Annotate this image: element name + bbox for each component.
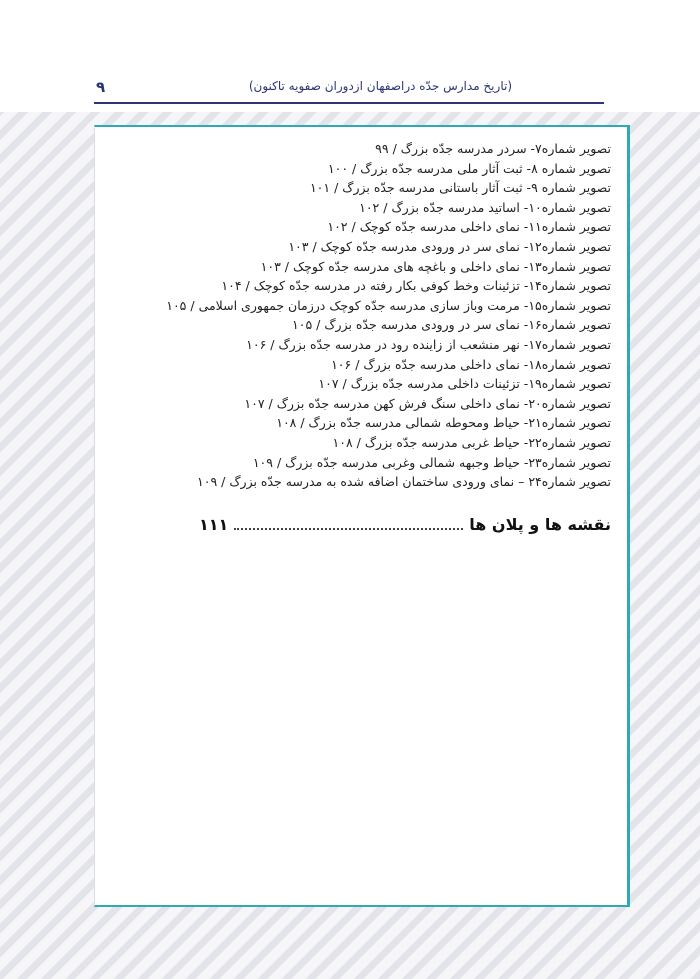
section-page-number: ۱۱۱: [199, 515, 229, 534]
list-item: تصویر شماره ۹- ثبت آثار باستانی مدرسه جدّه بزرگ / ۱۰۱: [309, 180, 611, 196]
list-item: تصویر شماره۱۹- تزئینات داخلی مدرسه جدّه بزرگ / ۱۰۷: [318, 376, 611, 392]
list-item: تصویر شماره۲۴ – نمای ورودی ساختمان اضافه شده به مدرسه جدّه بزرگ / ۱۰۹: [197, 474, 611, 490]
list-item: تصویر شماره۱۳- نمای داخلی و باغچه های مدرسه جدّه کوچک / ۱۰۳: [260, 258, 611, 274]
list-item: تصویر شماره۷- سردر مدرسه جدّه بزرگ / ۹۹: [375, 141, 611, 156]
running-title: (تاریخ مدارس جدّه دراصفهان ازدوران صفویه تاکنون): [248, 79, 512, 93]
page-header: [0, 0, 700, 112]
list-item: تصویر شماره ۸- ثبت آثار ملی مدرسه جدّه بزرگ / ۱۰۰: [327, 160, 611, 176]
list-item: تصویر شماره۲۰- نمای داخلی سنگ فرش کهن مدرسه جدّه بزرگ / ۱۰۷: [244, 395, 611, 411]
list-item: تصویر شماره۱۷- نهر منشعب از زاینده رود در مدرسه جدّه بزرگ / ۱۰۶: [246, 336, 611, 352]
contents-panel: [94, 125, 630, 907]
figure-list: [166, 139, 611, 492]
list-item: تصویر شماره۱۲- نمای سر در ورودی مدرسه جدّه کوچک / ۱۰۳: [288, 238, 611, 254]
section-title: نقشه ها و پلان ها: [469, 515, 611, 534]
list-item: تصویر شماره۱۸- نمای داخلی مدرسه جدّه بزرگ / ۱۰۶: [331, 356, 611, 372]
section-heading-maps: [199, 515, 611, 534]
list-item: تصویر شماره۱۶- نمای سر در ورودی مدرسه جدّه بزرگ / ۱۰۵: [292, 317, 611, 333]
header-rule: [94, 102, 604, 104]
list-item: تصویر شماره۲۲- حیاط غربی مدرسه جدّه بزرگ / ۱۰۸: [332, 434, 611, 450]
page-number: ۹: [96, 78, 106, 96]
list-item: تصویر شماره۲۱- حیاط ومحوطه شمالی مدرسه جدّه بزرگ / ۱۰۸: [276, 415, 611, 431]
list-item: تصویر شماره۱۴- تزئینات وخط کوفی بکار رفته در مدرسه جدّه کوچک / ۱۰۴: [221, 278, 611, 294]
list-item: تصویر شماره۱۵- مرمت وباز سازی مدرسه جدّه کوچک درزمان جمهوری اسلامی / ۱۰۵: [166, 297, 611, 313]
list-item: تصویر شماره۱۰- اساتید مدرسه جدّه بزرگ / ۱۰۲: [359, 199, 611, 215]
dot-leader: [234, 516, 463, 530]
list-item: تصویر شماره۲۳- حیاط وجبهه شمالی وغربی مدرسه جدّه بزرگ / ۱۰۹: [252, 454, 611, 470]
list-item: تصویر شماره۱۱- نمای داخلی مدرسه جدّه کوچک / ۱۰۲: [327, 219, 611, 235]
